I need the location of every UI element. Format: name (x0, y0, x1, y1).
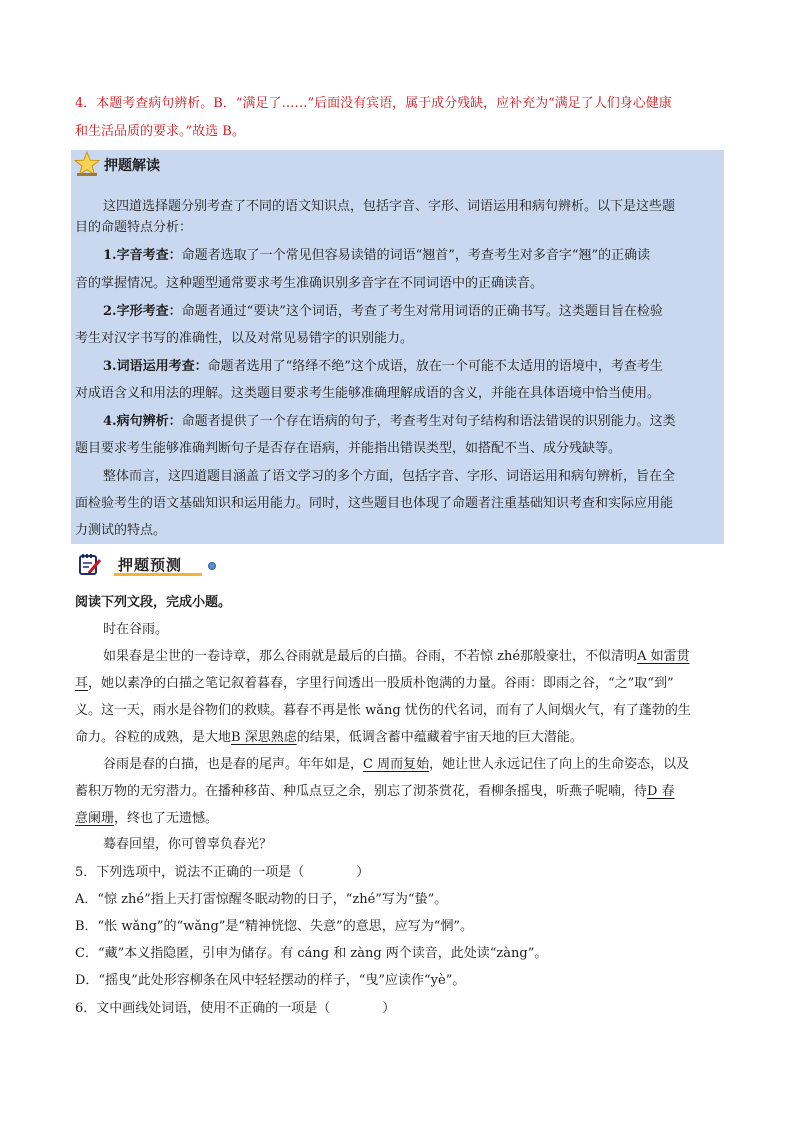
answer-4-line-1: 4．本题考查病句辨析。B．“满足了……”后面没有宾语，属于成分残缺，应补充为“满足了人们身心健康 (75, 96, 672, 111)
passage-title: 时在谷雨。 (103, 622, 169, 637)
question-5-option-d: D．“摇曳”此处形容柳条在风中轻轻摆动的样子，“曳”应读作“yè”。 (75, 973, 466, 988)
analysis-item-4-line-2: 题目要求考生能够准确判断句子是否存在语病，并能指出错误类型，如搭配不当、成分残缺等。 (75, 441, 622, 456)
notepad-pen-icon (78, 552, 102, 576)
passage-text: 如果春是尘世的一卷诗章，那么谷雨就是最后的白描。谷雨，不若惊 zhé那般豪壮，不似清明 (103, 649, 638, 664)
analysis-summary-line-3: 力测试的特点。 (75, 523, 167, 538)
passage-closing: 蓦春回望，你可曾辜负春光？ (103, 837, 273, 852)
prediction-banner (78, 552, 218, 578)
underlined-term-a-end: 耳 (75, 676, 89, 691)
question-5-stem: 5．下列选项中，说法不正确的一项是（ ） (75, 865, 370, 880)
analysis-item-1-text: 命题者选取了一个常见但容易读错的词语“翘首”，考查考生对多音字“翘”的正确读 (181, 248, 651, 263)
underlined-term-c: C 周而复始 (363, 757, 430, 772)
analysis-summary-line-1: 整体而言，这四道题目涵盖了语文学习的多个方面，包括字音、字形、词语运用和病句辨析，旨在全 (103, 469, 676, 484)
passage-text: 谷雨是春的白描，也是春的尾声。年年如是， (103, 757, 364, 772)
passage-p1-line-4 (75, 724, 583, 752)
analysis-summary-line-2: 面检验考生的语文基础知识和运用能力。同时，这些题目也体现了命题者注重基础知识考查和实际应用能 (75, 496, 674, 511)
passage-text: 命力。谷粒的成熟，是大地 (75, 730, 232, 745)
passage-p2-line-3 (75, 805, 218, 833)
passage-text: 的结果，低调含蓄中蕴藏着宇宙天地的巨大潜能。 (296, 730, 583, 745)
analysis-item-3-line-1 (103, 353, 663, 381)
star-icon (74, 151, 100, 177)
passage-p2-line-2 (75, 778, 675, 806)
question-5-option-c: C．“藏”本义指隐匿，引申为储存。有 cáng 和 zàng 两个读音，此处读“zàng”。 (75, 946, 548, 961)
underlined-term-a: A 如雷贯 (637, 649, 690, 664)
analysis-intro-line-2: 目的命题特点分析： (75, 220, 193, 235)
analysis-item-1-line-2: 音的掌握情况。这种题型通常要求考生准确识别多音字在不同词语中的正确读音。 (75, 276, 544, 291)
analysis-item-1-head: 1.字音考查： (103, 248, 182, 263)
passage-text: ，她以素净的白描之笔记叙着暮春，字里行间透出一股质朴饱满的力量。谷雨：即雨之谷，“之”取“到” (88, 676, 674, 691)
answer-4-line-2: 和生活品质的要求。”故选 B。 (75, 124, 245, 139)
analysis-intro-line-1: 这四道选择题分别考查了不同的语文知识点，包括字音、字形、词语运用和病句辨析。以下是这些题 (103, 199, 676, 214)
analysis-item-2-text: 命题者通过“要诀”这个词语，考查了考生对常用词语的正确书写。这类题目旨在检验 (181, 304, 663, 319)
question-6-stem: 6．文中画线处词语，使用不正确的一项是（ ） (75, 1001, 396, 1016)
analysis-item-1-line-1 (103, 242, 650, 270)
analysis-item-2-head: 2.字形考查： (103, 304, 182, 319)
passage-text: ，她让世人永远记住了向上的生命姿态，以及 (429, 757, 690, 772)
question-5-option-b: B．“怅 wǎng”的“wǎng”是“精神恍惚、失意”的意思，应写为“惘”。 (75, 919, 473, 934)
analysis-item-2-line-2: 考生对汉字书写的准确性，以及对常见易错字的识别能力。 (75, 331, 414, 346)
passage-p1-line-2 (75, 670, 674, 698)
analysis-item-3-head: 3.词语运用考查： (103, 359, 208, 374)
analysis-item-4-text: 命题者提供了一个存在语病的句子，考查考生对句子结构和语法错误的识别能力。这类 (181, 414, 676, 429)
passage-text: 蓄积万物的无穷潜力。在播种移苗、种瓜点豆之余，别忘了沏茶赏花，看柳条摇曳，听燕子呢喃，待 (75, 784, 648, 799)
analysis-item-4-head: 4.病句辨析： (103, 414, 182, 429)
question-5-option-a: A．“惊 zhé”指上天打雷惊醒冬眠动物的日子，“zhé”写为“蛰”。 (75, 892, 448, 907)
passage-p2-line-1 (103, 751, 689, 779)
underlined-term-b: B 深思熟虑 (231, 730, 297, 745)
passage-text: ，终也了无遗憾。 (114, 811, 219, 826)
underlined-term-d: D 春 (647, 784, 675, 799)
passage-p1-line-3: 义。这一天，雨水是谷物们的救赎。暮春不再是怅 wǎng 忧伤的代名词，而有了人间烟火气，有了蓬勃的生 (75, 703, 691, 718)
banner-dot (208, 562, 216, 570)
analysis-title: 押题解读 (104, 158, 160, 174)
analysis-item-2-line-1 (103, 298, 663, 326)
analysis-item-3-text: 命题者选用了“络绎不绝”这个成语，放在一个可能不太适用的语境中，考查考生 (207, 359, 663, 374)
analysis-item-4-line-1 (103, 408, 676, 436)
analysis-item-3-line-2: 对成语含义和用法的理解。这类题目要求考生能够准确理解成语的含义，并能在具体语境中恰当使用。 (75, 386, 661, 401)
passage-p1-line-1 (103, 643, 690, 671)
underlined-term-d-end: 意阑珊 (75, 811, 115, 826)
prediction-banner-label: 押题预测 (118, 556, 183, 574)
reading-instruction: 阅读下列文段，完成小题。 (75, 595, 232, 610)
